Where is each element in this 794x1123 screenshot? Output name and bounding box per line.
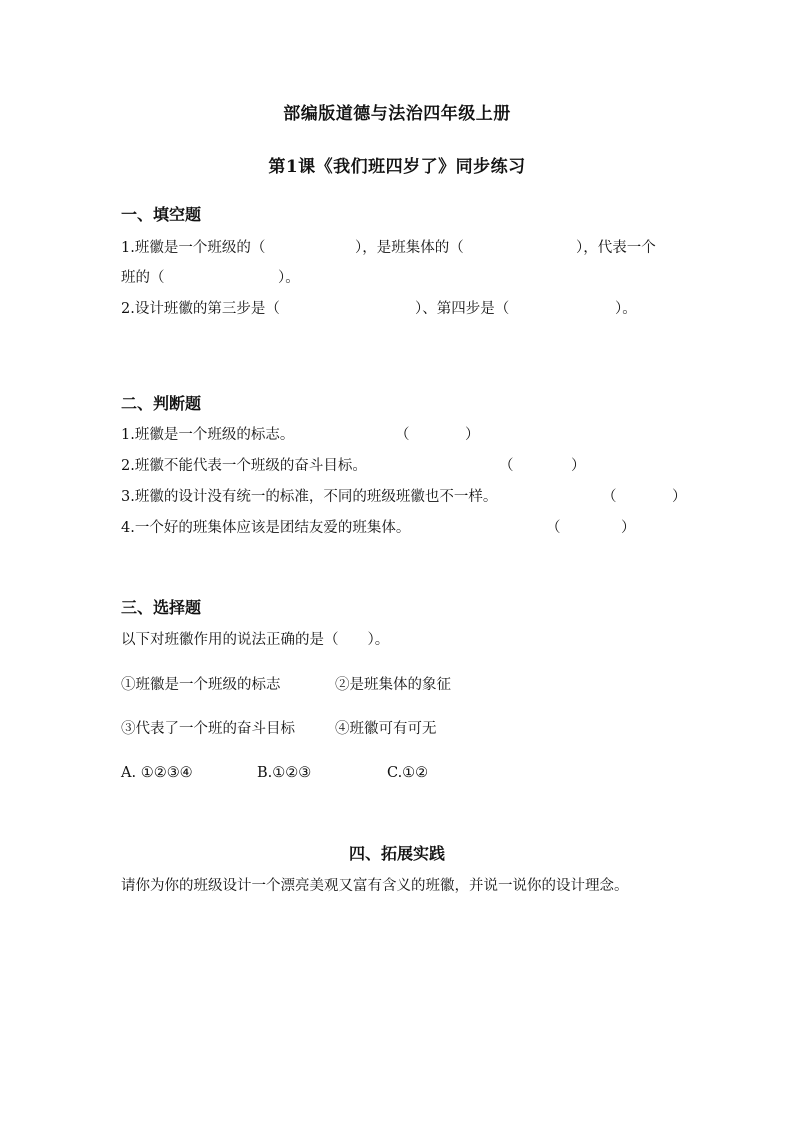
choice-option-c: C.①② — [387, 765, 429, 781]
tf-item-close-paren: ） — [465, 427, 480, 443]
tf-item-text: 2.班徽不能代表一个班级的奋斗目标。 — [121, 458, 367, 474]
tf-item-text: 3.班徽的设计没有统一的标准，不同的班级班徽也不一样。 — [121, 489, 498, 505]
choice-statement-4: ④班徽可有可无 — [335, 721, 437, 737]
tf-item-open-paren: （ — [395, 427, 410, 443]
tf-item-open-paren: （ — [499, 458, 514, 474]
choice-option-a: A. ①②③④ — [121, 765, 193, 781]
fill-question-1-line2 — [121, 268, 421, 288]
section-heading-multiple-choice: 三、选择题 — [121, 598, 202, 617]
section-heading-practice: 四、拓展实践 — [348, 844, 445, 863]
fill-q1-part4: 班的（ — [121, 270, 165, 286]
fill-question-2 — [121, 299, 681, 319]
fill-q1-part2: ），是班集体的（ — [355, 240, 464, 256]
section-heading-true-false: 二、判断题 — [121, 394, 202, 413]
fill-q2-part2: ）、第四步是（ — [415, 301, 510, 317]
tf-item — [121, 518, 681, 538]
fill-q1-part5: ）。 — [278, 270, 300, 286]
section-heading-fill-in: 一、填空题 — [121, 205, 202, 224]
tf-item — [121, 487, 691, 507]
tf-item-open-paren: （ — [546, 520, 561, 536]
tf-item-close-paren: ） — [571, 458, 586, 474]
practice-prompt: 请你为你的班级设计一个漂亮美观又富有含义的班徽，并说一说你的设计理念。 — [121, 878, 629, 894]
tf-item-text: 1.班徽是一个班级的标志。 — [121, 427, 295, 443]
tf-item-close-paren: ） — [621, 520, 636, 536]
tf-item-close-paren: ） — [672, 489, 687, 505]
fill-q2-part1: 2.设计班徽的第三步是（ — [121, 301, 280, 317]
document-subtitle: 第1课《我们班四岁了》同步练习 — [268, 157, 526, 177]
choice-options — [121, 763, 681, 783]
tf-item — [121, 456, 681, 476]
fill-q1-part3: ），代表一个 — [576, 240, 656, 256]
tf-item-open-paren: （ — [602, 489, 617, 505]
fill-q2-part3: ）。 — [615, 301, 637, 317]
fill-question-1-line1 — [121, 238, 681, 258]
choice-question: 以下对班徽作用的说法正确的是（ ）。 — [121, 632, 390, 648]
choice-statement-3: ③代表了一个班的奋斗目标 — [121, 721, 295, 737]
fill-q1-part1: 1.班徽是一个班级的（ — [121, 240, 266, 256]
choice-statements-row1 — [121, 675, 681, 695]
tf-item-text: 4.一个好的班集体应该是团结友爱的班集体。 — [121, 520, 411, 536]
document-title: 部编版道德与法治四年级上册 — [283, 104, 511, 124]
choice-statement-2: ②是班集体的象征 — [335, 677, 451, 693]
choice-statements-row2 — [121, 719, 681, 739]
choice-statement-1: ①班徽是一个班级的标志 — [121, 677, 281, 693]
choice-option-b: B.①②③ — [257, 765, 312, 781]
tf-item — [121, 425, 681, 445]
